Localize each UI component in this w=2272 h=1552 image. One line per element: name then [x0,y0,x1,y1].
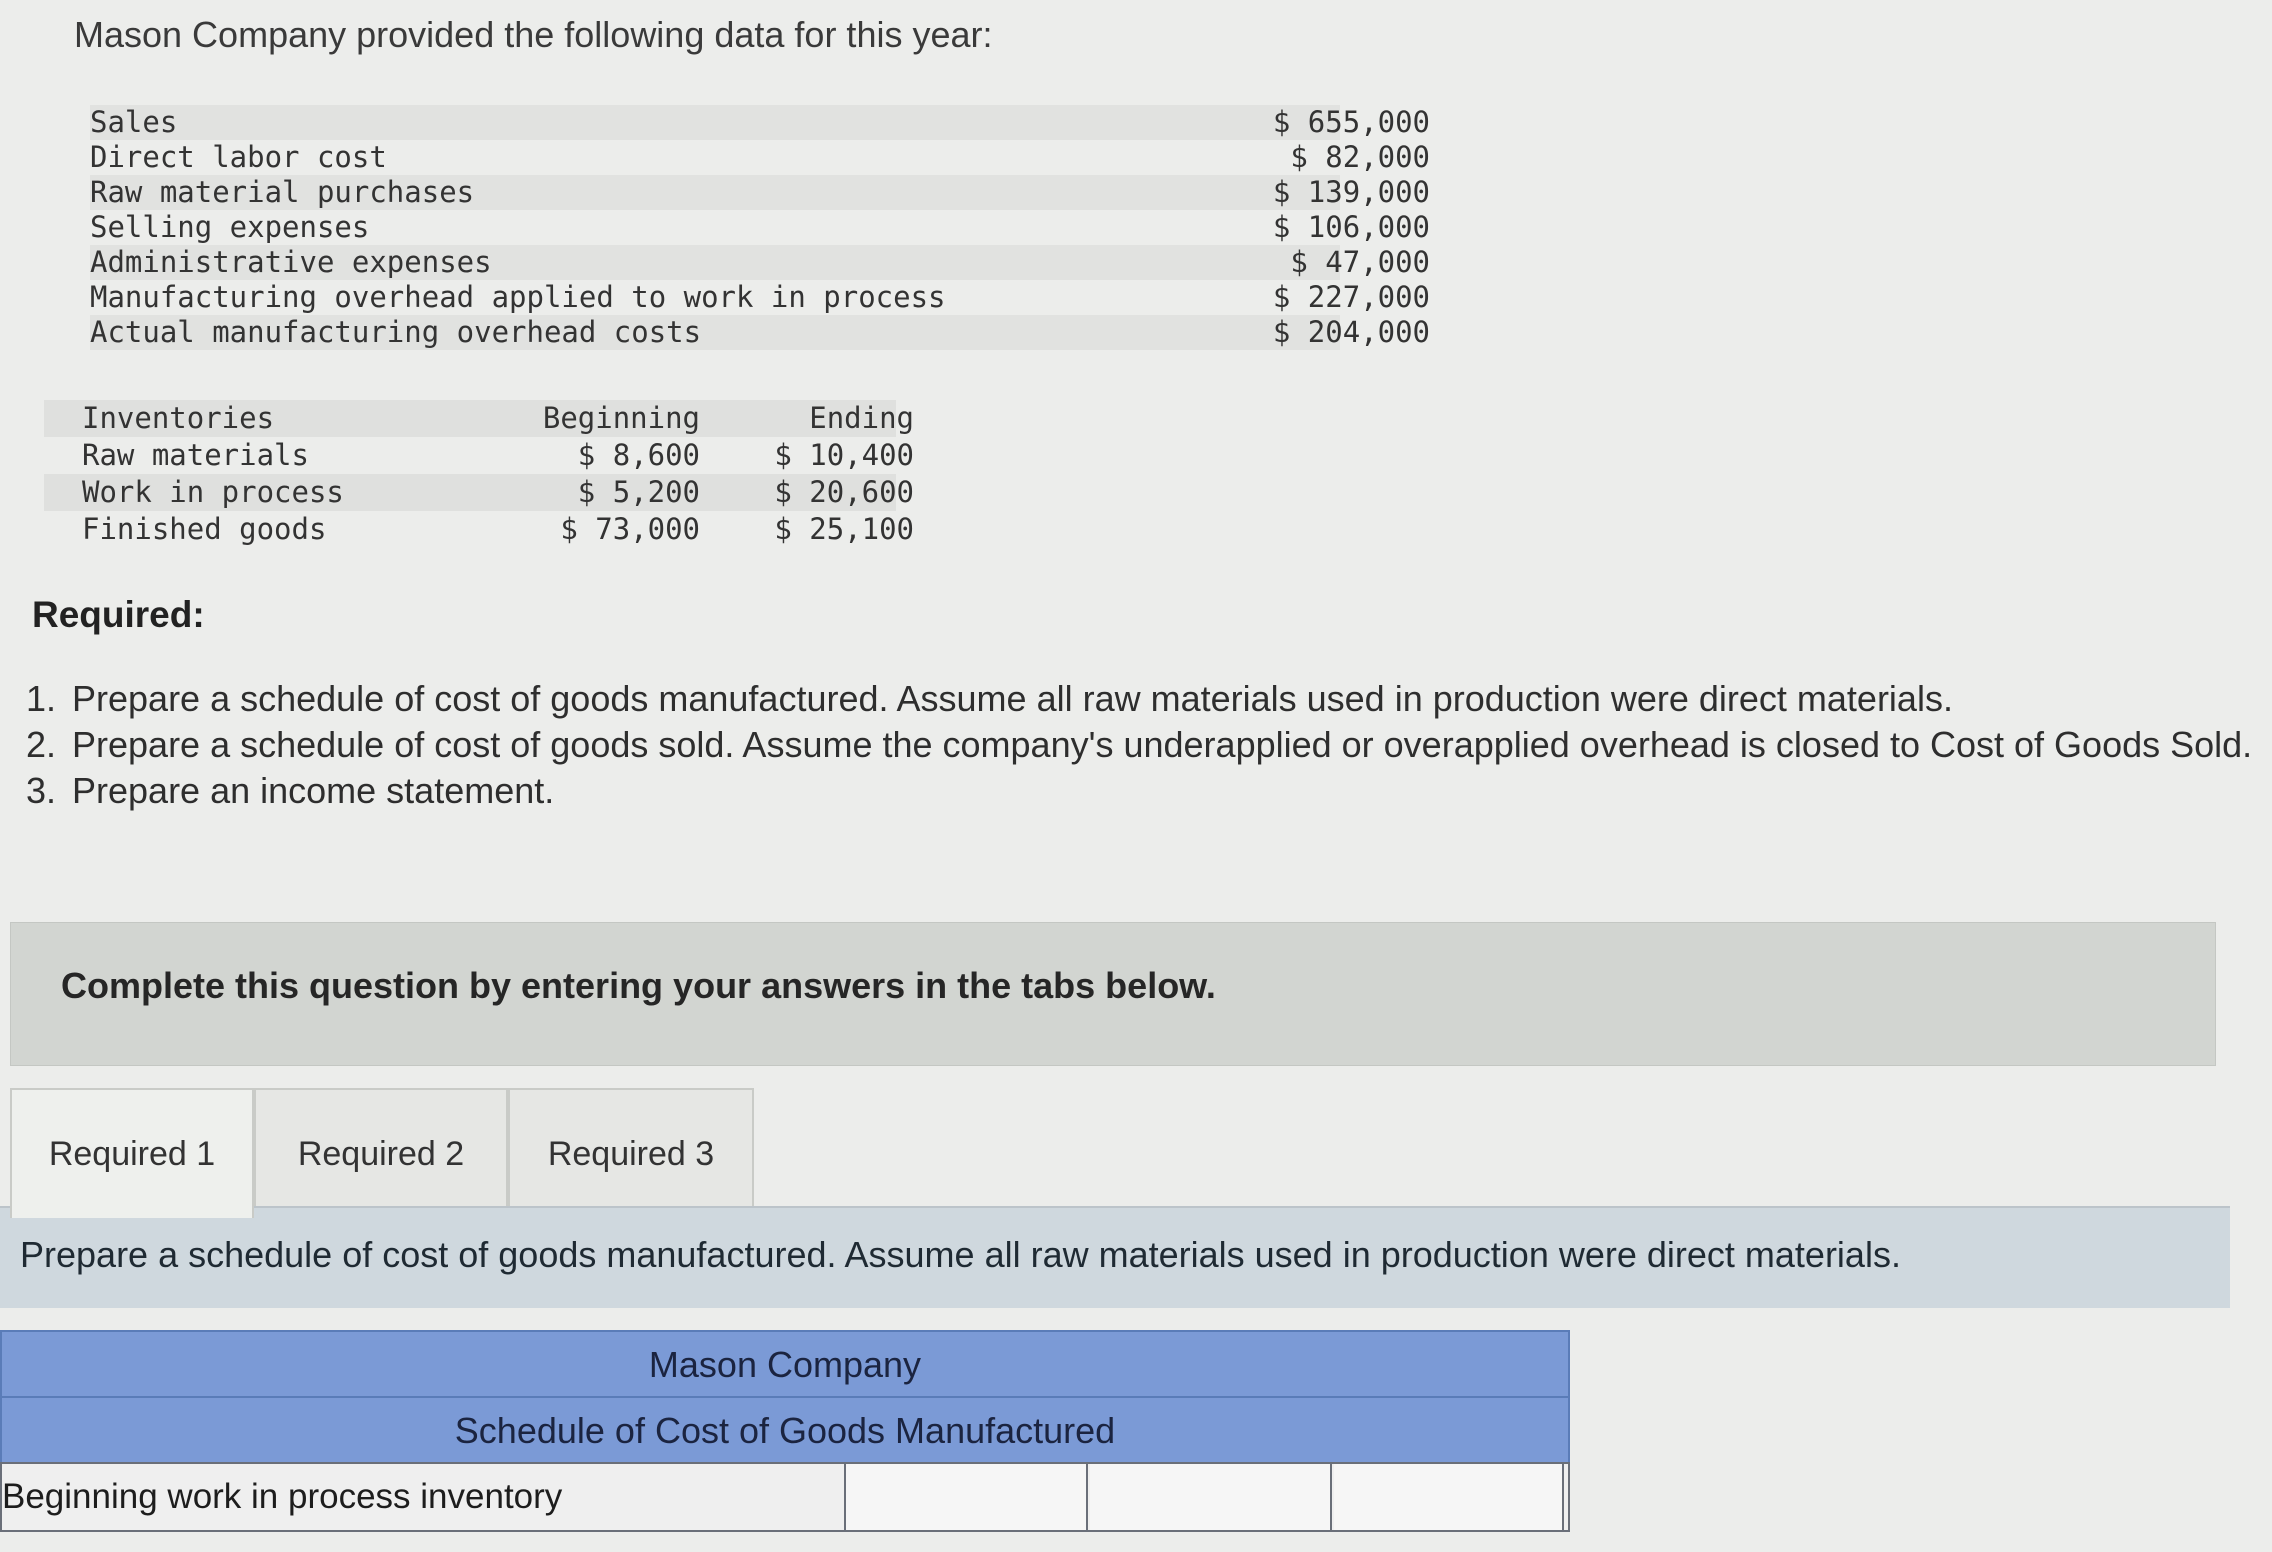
required-heading: Required: [32,594,205,635]
inventories-header-row [44,400,914,437]
data-value: $ 47,000 [1290,245,1430,279]
table-row [44,437,914,474]
list-text: Prepare a schedule of cost of goods manufactured. Assume all raw materials used in production were direct materials. [72,678,1953,719]
requirements-list [26,676,2256,814]
list-text: Prepare an income statement. [72,770,555,811]
row-label-beginning-wip: Beginning work in process inventory [2,1464,846,1530]
table-row [44,474,914,511]
table-cell: Finished goods [82,512,327,546]
list-number: 2. [26,724,57,765]
data-label: Administrative expenses [90,245,492,279]
column-header: Ending [809,401,914,435]
table-cell: Work in process [82,475,344,509]
data-label: Selling expenses [90,210,370,244]
table-row [44,511,914,548]
amount-input[interactable] [846,1464,1088,1530]
instructions-banner [10,922,2216,1066]
data-row-overhead-applied [90,280,1430,315]
data-label: Direct labor cost [90,140,387,174]
data-row-actual-overhead [90,315,1430,350]
data-row-selling-expenses [90,210,1430,245]
list-item [26,768,2256,814]
data-row-sales [90,105,1430,140]
column-header: Beginning [542,401,700,435]
table-cell: $ 25,100 [774,512,914,546]
table-cell: $ 73,000 [560,512,700,546]
data-value: $ 227,000 [1272,280,1430,314]
tab-required-2[interactable]: Required 2 [254,1088,508,1218]
table-cell: $ 10,400 [774,438,914,472]
data-label: Manufacturing overhead applied to work in process [90,280,946,314]
inventories-table [44,400,914,548]
list-text: Prepare a schedule of cost of goods sold. Assume the company's underapplied or overapplied overhead is closed to Cost of Goods Sold. [72,724,2253,765]
data-value: $ 106,000 [1272,210,1430,244]
list-number: 1. [26,678,57,719]
data-row-administrative-expenses [90,245,1430,280]
data-value: $ 204,000 [1272,315,1430,349]
tab-required-1[interactable]: Required 1 [10,1088,254,1218]
tab-required-3[interactable]: Required 3 [508,1088,754,1218]
schedule-title: Schedule of Cost of Goods Manufactured [0,1396,1570,1466]
schedule-company-name: Mason Company [0,1330,1570,1400]
data-value: $ 82,000 [1290,140,1430,174]
table-cell: $ 5,200 [577,475,700,509]
banner-text: Complete this question by entering your answers in the tabs below. [61,965,1216,1006]
table-cell: $ 20,600 [774,475,914,509]
tab-instruction [0,1206,2230,1308]
data-label: Sales [90,105,178,139]
list-item [26,676,2256,722]
data-row-raw-material-purchases [90,175,1430,210]
table-cell: Raw materials [82,438,309,472]
list-number: 3. [26,770,57,811]
instruction-text: Prepare a schedule of cost of goods manufactured. Assume all raw materials used in production were direct materials. [20,1234,1901,1275]
data-label: Raw material purchases [90,175,475,209]
table-cell: $ 8,600 [577,438,700,472]
amount-input[interactable] [1334,1464,1564,1530]
column-header: Inventories [82,401,275,435]
data-value: $ 139,000 [1272,175,1430,209]
problem-intro: Mason Company provided the following data for this year: [74,14,993,55]
amount-input[interactable] [1090,1464,1332,1530]
data-label: Actual manufacturing overhead costs [90,315,702,349]
data-row-direct-labor [90,140,1430,175]
data-value: $ 655,000 [1272,105,1430,139]
list-item [26,722,2256,768]
table-row [0,1462,1570,1532]
